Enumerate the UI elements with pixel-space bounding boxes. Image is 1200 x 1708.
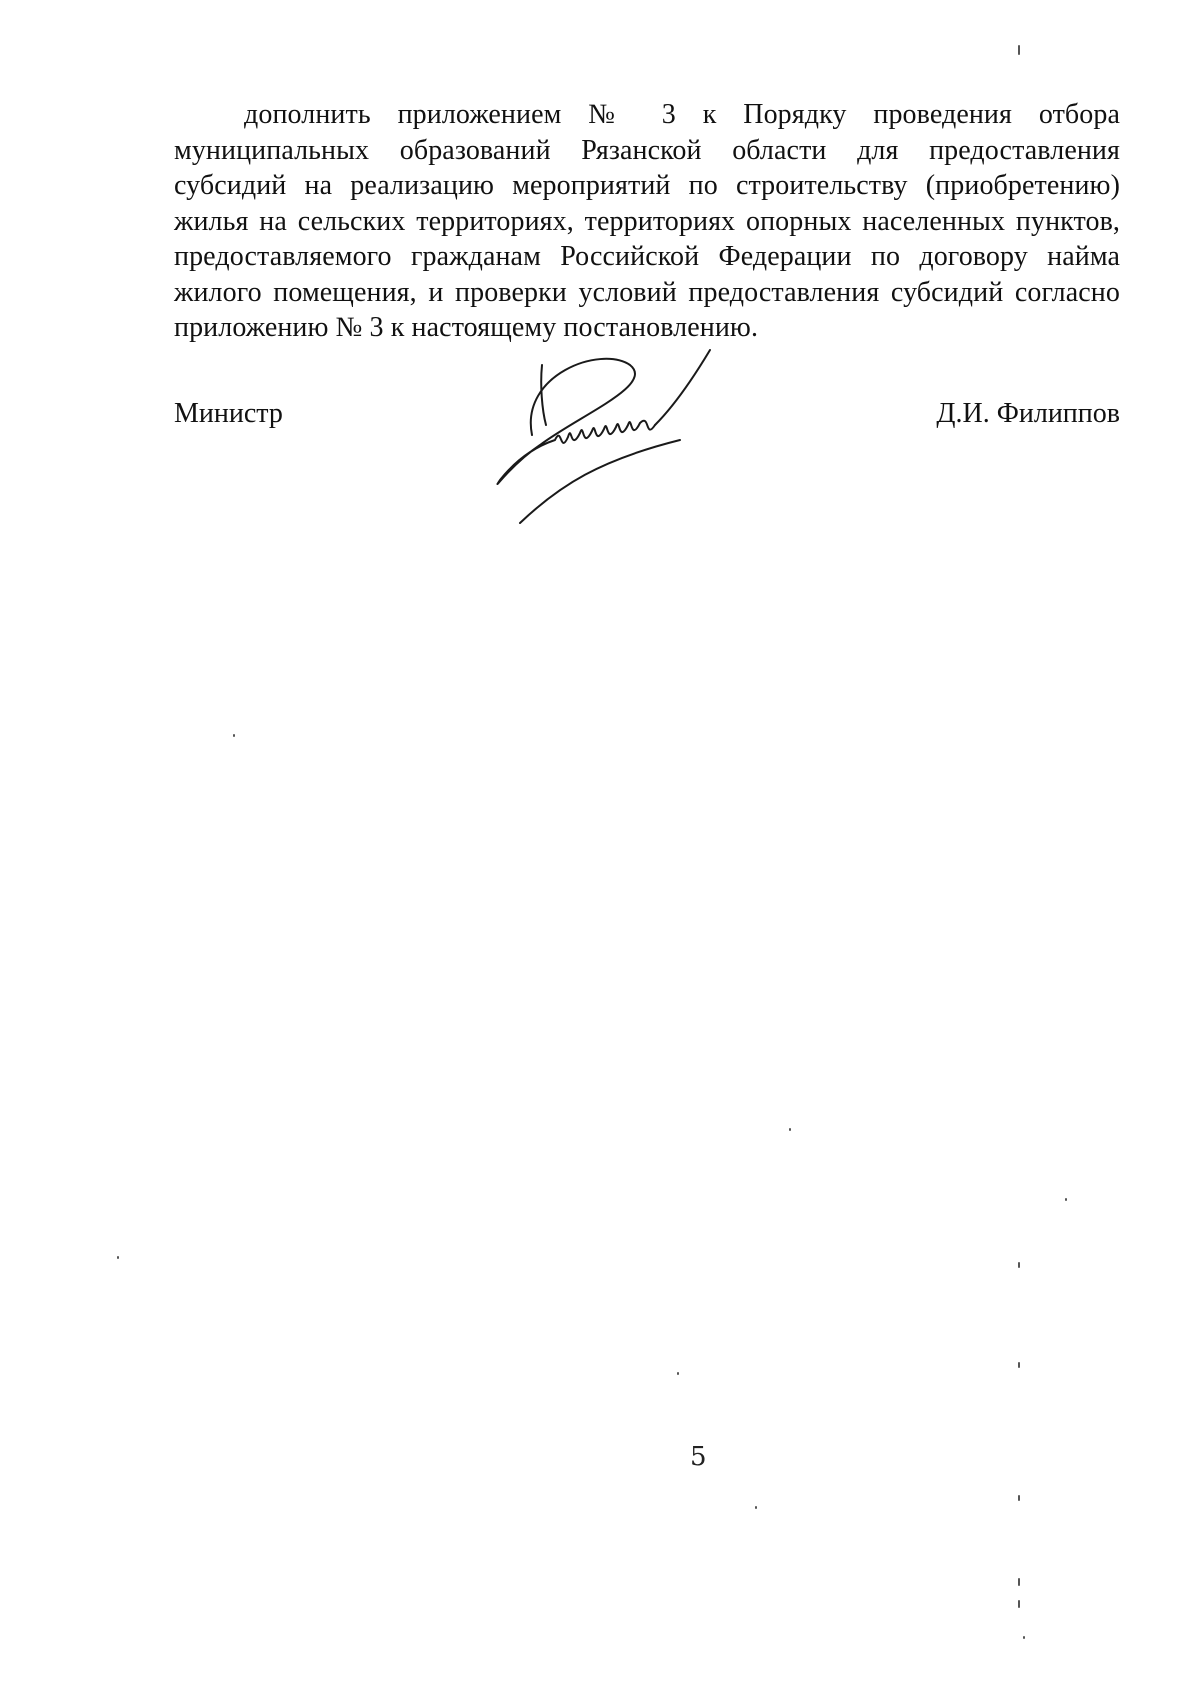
signature-upstroke <box>655 350 710 425</box>
scan-speck <box>1065 1198 1067 1201</box>
signature-underline <box>520 440 680 523</box>
scan-speck <box>1018 1495 1020 1501</box>
signature-upper-loop <box>541 365 546 425</box>
scan-speck <box>1023 1636 1025 1639</box>
scan-speck <box>233 734 235 737</box>
signer-title: Министр <box>174 398 283 429</box>
signer-name: Д.И. Филиппов <box>936 398 1120 429</box>
scan-speck <box>755 1506 757 1509</box>
body-paragraph: дополнить приложением № 3 к Порядку проведения отбора муниципальных образований Рязанской области для предоставления субсидий на реализацию мероприятий по строительству (приобретению) жилья на сельских территориях, территориях опорных населенных пунктов, предоставляемого гражданам Российской Федерации по договору найма жилого помещения, и проверки условий предоставления субсидий согласно приложению № 3 к настоящему постановлению. <box>174 99 1120 343</box>
signature-icon <box>480 345 760 525</box>
scan-speck <box>1018 45 1020 55</box>
scan-speck <box>789 1128 791 1131</box>
signature-main-stroke <box>497 359 655 484</box>
scan-speck <box>1018 1600 1020 1608</box>
page-number: 5 <box>690 1442 707 1472</box>
scan-speck <box>117 1256 119 1259</box>
scan-speck <box>1018 1362 1020 1368</box>
scan-speck <box>677 1372 679 1375</box>
scan-speck <box>1018 1262 1020 1268</box>
scan-speck <box>1018 1578 1020 1586</box>
